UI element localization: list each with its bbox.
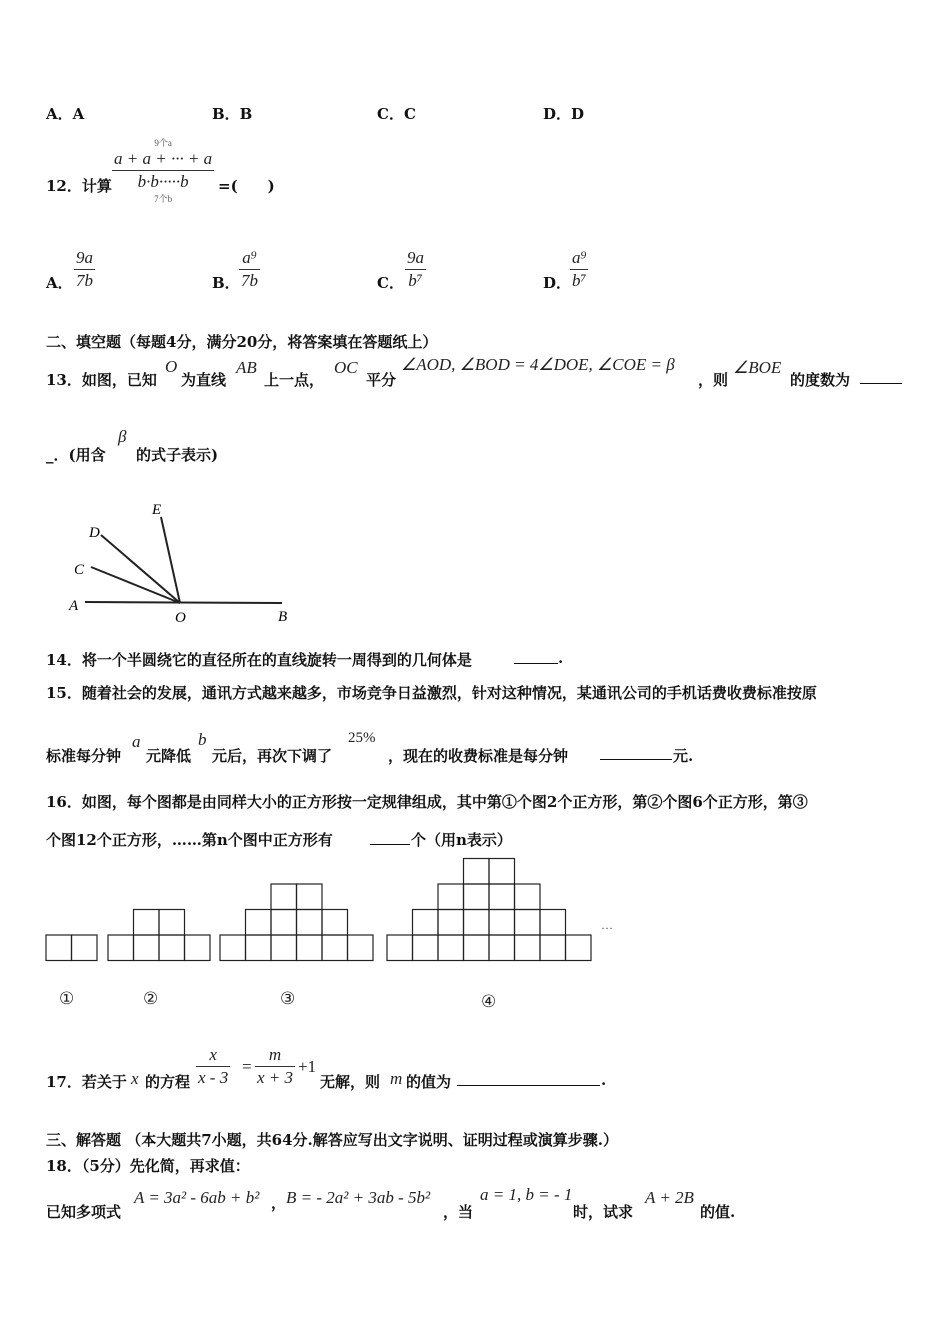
q12-option-a-num: 9a [76,248,93,267]
q15-text-2: 元降低 [146,747,192,765]
q13-angle-figure [60,495,300,625]
q16-square-patterns [40,852,640,1022]
q16-line-1: 16．如图，每个图都是由同样大小的正方形按一定规律组成，其中第①个图2个正方形，第②个图6个正方形，第③ [46,793,808,811]
q18-expr-b: B = - 2a² + 3ab - 5b² [286,1188,431,1207]
pattern-figure-3 [220,884,373,961]
pattern-label-4: ④ [481,992,497,1011]
q11-option-a: A．A [46,105,85,123]
figure-label-b: B [278,609,288,625]
q13-text-7: _．(用含 [46,446,106,464]
q12-option-a-label: A． [46,274,73,292]
q17-fraction-2-num: m [268,1045,282,1064]
figure-label-a: A [69,598,79,614]
q15-text-1: 标准每分钟 [46,747,122,765]
figure-label-c: C [74,562,85,578]
pattern-figure-1 [46,935,97,961]
pattern-ellipsis: … [601,918,613,932]
q14-text: 14．将一个半圆绕它的直径所在的直线旋转一周得到的几何体是 [46,651,472,669]
q12-prefix: 12．计算 [46,177,112,195]
q12-option-a-den: 7b [76,271,93,290]
q15-text-4: ，现在的收费标准是每分钟 [388,747,569,765]
q13-condition: ∠AOD, ∠BOD = 4∠DOE, ∠COE = β [401,355,675,374]
q12-fraction [112,136,214,205]
q16-line-2a: 个图12个正方形，……第n个图中正方形有 [46,831,333,849]
q13-text-3: 上一点， [264,371,325,389]
pattern-label-3: ③ [280,989,296,1008]
q12-option-b-num: a⁹ [242,248,257,267]
ray-oc [91,567,180,603]
q16-line-2b: 个（用n表示） [411,831,512,849]
q12-option-c-label: C． [377,274,404,292]
section-3-heading: 三、解答题 （本大题共7小题，共64分.解答应写出文字说明、证明过程或演算步骤.） [46,1131,618,1149]
q11-option-d: D．D [543,105,585,123]
q15-line-1: 15．随着社会的发展，通讯方式越来越多，市场竞争日益激烈，针对这种情况，某通讯公司的手机话费收费标准按原 [46,684,817,702]
q17-var-x: x [131,1069,139,1088]
figure-label-d: D [89,525,100,541]
q18-line-1: 18．（5分）先化简，再求值： [46,1157,250,1175]
q17-plus-one: +1 [298,1057,317,1076]
pattern-label-2: ② [143,989,159,1008]
q12-suffix: =( ) [218,177,275,195]
q15-percent: 25% [348,730,376,746]
q14-end: . [558,649,564,667]
q18-expr-a: A = 3a² - 6ab + b² [134,1188,260,1207]
q18-text-3: 时，试求 [573,1203,634,1221]
q17-var-m: m [390,1069,403,1088]
q15-text-5: 元. [673,747,694,765]
q15-answer-blank [600,759,672,760]
q16-answer-blank [370,844,410,845]
q12-option-a-fraction [74,248,95,291]
q17-text-1: 17．若关于 [46,1073,127,1091]
pattern-figure-2 [108,910,210,961]
q12-option-d-den: b⁷ [572,271,587,290]
q17-answer-blank [457,1085,600,1086]
line-ab [85,602,282,603]
q12-option-b-label: B． [212,274,240,292]
q11-option-c: C．C [377,105,416,123]
q18-text-2: ，当 [443,1203,474,1221]
q12-option-d-fraction [570,248,588,291]
q13-point-o: O [165,357,178,376]
q17-fraction-2-den: x + 3 [257,1068,294,1087]
pattern-label-1: ① [59,989,75,1008]
q11-option-b: B．B [212,105,253,123]
q17-fraction-2 [255,1045,295,1088]
q12-option-b-fraction [239,248,260,291]
q12-over-brace: 9个a [154,138,172,148]
q12-option-b-den: 7b [241,271,258,290]
q17-text-2: 的方程 [145,1073,191,1091]
q17-equals: = [242,1057,252,1076]
q18-target: A + 2B [645,1188,694,1207]
q18-condition: a = 1, b = - 1 [480,1185,573,1204]
q12-option-c-den: b⁷ [408,271,423,290]
q13-line-ab: AB [236,358,257,377]
pattern-figure-4 [387,859,591,961]
q13-beta: β [118,427,127,446]
q18-text-4: 的值. [700,1203,736,1221]
q13-text-4: 平分 [366,371,397,389]
q17-fraction-1-num: x [209,1045,217,1064]
q17-text-4: 的值为 [406,1073,452,1091]
figure-label-o: O [175,610,186,625]
q17-fraction-1-den: x - 3 [198,1068,229,1087]
q12-under-brace: 7个b [154,194,173,204]
q13-text-1: 13．如图，已知 [46,371,157,389]
q17-text-3: 无解，则 [320,1073,381,1091]
q15-var-a: a [132,732,141,751]
q12-option-c-fraction [405,248,426,291]
q12-denominator: b·b·····b [137,172,189,191]
q18-comma: ， [271,1194,287,1212]
q15-var-b: b [198,730,207,749]
q13-text-5: ，则 [698,371,729,389]
q13-ray-oc: OC [334,358,358,377]
q17-end: . [601,1071,607,1089]
q12-option-c-num: 9a [407,248,424,267]
q13-text-2: 为直线 [181,371,227,389]
q13-text-6: 的度数为 [790,371,851,389]
q18-text-1: 已知多项式 [46,1203,122,1221]
q12-option-d-num: a⁹ [572,248,587,267]
q14-answer-blank [514,663,558,664]
q13-answer-blank [860,383,902,384]
section-2-heading: 二、填空题（每题4分，满分20分，将答案填在答题纸上） [46,333,438,351]
figure-label-e: E [152,502,162,518]
q13-text-8: 的式子表示) [136,446,219,464]
q15-text-3: 元后，再次下调了 [212,747,333,765]
q17-fraction-1 [196,1045,230,1088]
q13-angle-boe: ∠BOE [733,358,782,377]
q12-numerator: a + a + ··· + a [114,149,213,168]
q12-option-d-label: D． [543,274,572,292]
